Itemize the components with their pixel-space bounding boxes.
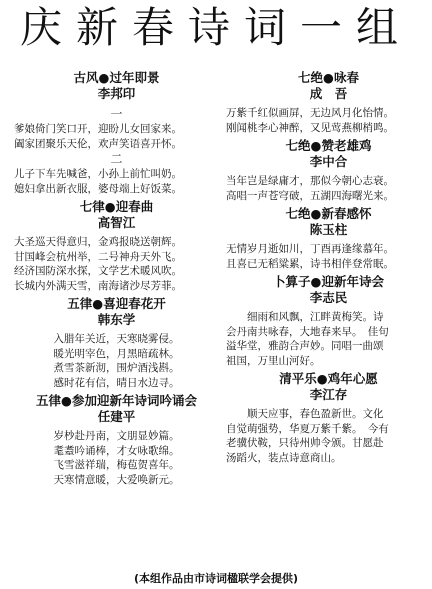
poem-line: 高唱一声苍穹破，五湖四海曙光来。 (226, 189, 394, 202)
poem-author: 李邦印 (97, 86, 136, 101)
poem-line: 煮雪茶新沏，围炉酒浅斟。 (53, 362, 180, 374)
poem-line: 耄耋吟诵棒，才女咏歌绵。 (53, 444, 180, 457)
poem-title: 古风●过年即景 (73, 70, 160, 85)
poem-line: 儿子下车先喊爸，小孙上前忙叫奶。 (14, 168, 182, 180)
poem-line: 经济国防深水探，文学艺术暖风吹。 (14, 265, 182, 277)
poem-line: 阖家团聚乐天伦，欢声笑语喜开怀。 (14, 137, 182, 150)
poem-author: 高智江 (97, 215, 136, 230)
poem-line: 当年岂是绿庸才，那似今朝心志衰。 (226, 175, 394, 187)
poem-title: 卜算子●迎新年诗会 (273, 274, 384, 289)
poem-line: 万紫千红似画屏，无边风月化怡情。 (226, 107, 394, 119)
poem-line: 入腊年关近，天寒晓雾侵。 (53, 333, 180, 345)
section-label: 一 (110, 107, 123, 121)
page-title: 庆新春诗词一组 (19, 3, 412, 52)
poem-title: 五律●喜迎春花开 (67, 296, 166, 311)
poem-line: 祖国，万里山河好。 (226, 354, 321, 367)
poem-title: 七绝●新春感怀 (285, 206, 372, 221)
poem-title: 七绝●咏春 (298, 70, 359, 85)
poem-author: 成 吾 (309, 86, 348, 101)
poem (14, 393, 219, 487)
poem-author: 韩东学 (97, 312, 136, 327)
poem (226, 371, 431, 465)
section-label: 二 (110, 152, 123, 166)
poem-line: 感时花有信，晴日水边寻。 (53, 376, 180, 389)
poem-title: 五律●参加迎新年诗词吟诵会 (36, 393, 197, 408)
poem-line: 会丹南共咏春，大地春来早。 佳句 (226, 325, 389, 338)
poem-line: 飞雪滋祥瑞，梅苞贺喜年。 (53, 459, 180, 471)
poem-line: 细雨和风飘，江畔黄梅笑。诗 (247, 311, 384, 323)
poem-title: 七律●迎春曲 (79, 199, 154, 214)
poem-title: 七绝●赞老雄鸡 (285, 138, 372, 153)
poem-line: 汤蹈火，装点诗意商山。 (226, 451, 342, 464)
poem-line: 长城内外满天雪，南海诸沙尽芳菲。 (14, 279, 182, 292)
poem (14, 199, 219, 293)
poem-author: 李江存 (309, 387, 348, 402)
poem-author: 李志民 (309, 290, 348, 305)
poem-line: 爹娘倚门笑口开，迎盼儿女回家来。 (14, 123, 182, 135)
poem-author: 陈玉柱 (309, 222, 348, 237)
poem-title: 清平乐●鸡年心愿 (279, 371, 378, 386)
poem-line: 暖光明宰色，月黑暗疏林。 (53, 347, 180, 360)
poem (226, 138, 431, 203)
poem (14, 70, 219, 196)
poem-line: 且喜已无稻粱累，诗书相伴登常眠。 (226, 257, 394, 270)
poem (226, 70, 431, 135)
poem-line: 刚闻桃李心神醉，又见莺燕柳梢鸣。 (226, 121, 394, 134)
poem-line: 无情岁月逝如川，丁酉再逢缘慕年。 (226, 243, 394, 255)
poem-line: 顺天应事，春色盈新世。文化 (247, 408, 384, 420)
left-column (14, 70, 219, 490)
poem-line: 自觉萌强势，华夏万紫千紫。 今有 (226, 422, 389, 435)
poem-line: 天寒情意暖，大爱唤新元。 (53, 473, 180, 486)
poem (226, 206, 431, 271)
source-credit: (本组作品由市诗词楹联学会提供) (133, 572, 299, 585)
poem-line: 甘国峰会杭州举，二号神舟天外飞。 (14, 250, 182, 263)
poem-author: 李中合 (309, 154, 348, 169)
poem-author: 任建平 (97, 409, 136, 424)
poem-line: 岁杪赴丹南，文朋显妙篇。 (53, 430, 180, 442)
poem-line: 溢华堂，雅韵合声妙。同唱一曲颂 (226, 340, 384, 352)
poem (226, 274, 431, 368)
poem-line: 大圣巡天得意归，金鸡报晓送朝辉。 (14, 236, 182, 248)
poem (14, 296, 219, 390)
poem-line: 老骥伏鞍，只待州帅令颁。甘愿赴 (226, 437, 384, 449)
right-column (226, 70, 431, 468)
poem-line: 媳妇拿出新衣服，婆母端上好饭菜。 (14, 182, 182, 195)
